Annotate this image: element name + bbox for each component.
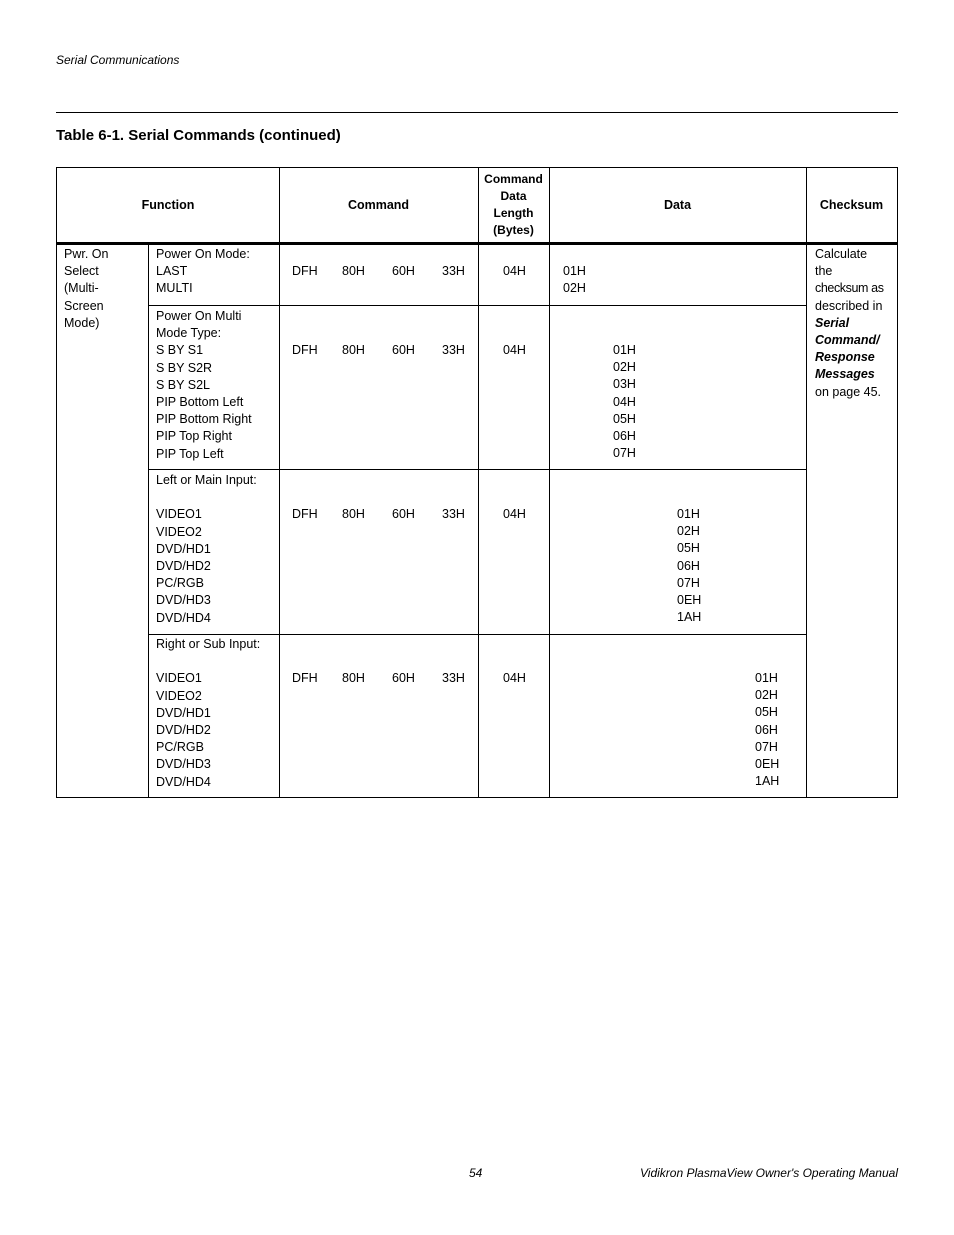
data-value: 02H — [563, 281, 586, 296]
command-byte: 80H — [342, 264, 365, 278]
subfunction-line: VIDEO1 — [156, 507, 202, 522]
data-values — [613, 342, 636, 462]
column-header-checksum: Checksum — [819, 197, 884, 212]
function-name-line: (Multi- — [64, 281, 99, 296]
data-value: 1AH — [755, 774, 780, 789]
row-divider — [148, 305, 807, 306]
command-byte: DFH — [292, 264, 318, 278]
subfunction-line: S BY S2R — [156, 360, 213, 375]
function-name-line: Screen — [64, 298, 104, 313]
data-value: 05H — [677, 541, 700, 556]
col-divider — [148, 244, 149, 797]
subfunction-line: DVD/HD4 — [156, 610, 211, 625]
data-value: 07H — [613, 446, 636, 461]
command-byte: 60H — [392, 264, 415, 278]
page-number: 54 — [469, 1166, 483, 1180]
data-value: 07H — [677, 575, 700, 590]
function-name-line: Pwr. On — [64, 247, 109, 261]
checksum-line: checksum as — [815, 281, 884, 296]
command-byte: 33H — [442, 264, 465, 278]
column-header-data: Data — [663, 197, 692, 212]
data-value: 01H — [755, 671, 778, 685]
subfunction-line: DVD/HD1 — [156, 541, 211, 556]
data-value: 06H — [755, 722, 778, 737]
column-header-function: Function — [141, 197, 195, 212]
subfunction-line: VIDEO1 — [156, 671, 202, 686]
subfunction-line: Power On Multi — [156, 309, 242, 323]
command-byte: 33H — [442, 671, 465, 685]
data-value: 01H — [563, 264, 586, 278]
table-caption: Table 6-1. Serial Commands (continued) — [56, 127, 341, 144]
data-length: 04H — [503, 343, 526, 357]
subfunction-power-on-mode — [156, 246, 250, 298]
subfunction-line: PIP Top Left — [156, 446, 224, 461]
data-value: 05H — [613, 411, 636, 426]
column-header-length-line: (Bytes) — [493, 223, 534, 237]
column-header-length-line: Command — [484, 172, 543, 186]
command-byte: 33H — [442, 507, 465, 521]
subfunction-line: LAST — [156, 264, 188, 279]
command-byte: 80H — [342, 507, 365, 521]
subfunction-line: PC/RGB — [156, 576, 204, 591]
data-values — [563, 263, 586, 297]
checksum-line: the — [815, 264, 833, 279]
col-divider — [806, 168, 807, 797]
subfunction-line: DVD/HD3 — [156, 757, 211, 772]
data-value: 07H — [755, 739, 778, 754]
subfunction-power-on-multi-mode-type — [156, 308, 252, 463]
command-byte: DFH — [292, 343, 318, 357]
function-name — [64, 246, 108, 332]
data-value: 03H — [613, 377, 636, 392]
column-header-length — [478, 168, 549, 242]
data-value: 02H — [755, 688, 778, 703]
function-name-line: Mode) — [64, 315, 100, 330]
subfunction-line: PC/RGB — [156, 740, 204, 755]
command-byte: 33H — [442, 343, 465, 357]
subfunction-line: Left or Main Input: — [156, 473, 257, 487]
serial-commands-table — [56, 167, 898, 798]
subfunction-line: VIDEO2 — [156, 688, 202, 703]
data-value: 01H — [613, 343, 636, 357]
column-header-command: Command — [347, 197, 410, 212]
subfunction-line: DVD/HD2 — [156, 722, 211, 737]
data-value: 02H — [613, 360, 636, 375]
checksum-line: on page 45. — [815, 384, 882, 399]
data-value: 0EH — [677, 592, 702, 607]
subfunction-line: MULTI — [156, 281, 193, 296]
subfunction-line: S BY S2L — [156, 377, 210, 392]
command-byte: 60H — [392, 343, 415, 357]
checksum-line: Calculate — [815, 247, 868, 261]
data-value: 02H — [677, 524, 700, 539]
row-divider — [148, 634, 807, 635]
subfunction-right-or-sub-input — [156, 636, 260, 791]
column-header-length-line: Length — [493, 206, 534, 220]
data-value: 06H — [677, 558, 700, 573]
command-byte: DFH — [292, 507, 318, 521]
data-value: 05H — [755, 705, 778, 720]
header-rule — [56, 112, 898, 113]
subfunction-line: DVD/HD2 — [156, 558, 211, 573]
col-divider — [279, 168, 280, 797]
subfunction-line: PIP Top Right — [156, 429, 232, 444]
data-length: 04H — [503, 264, 526, 278]
col-divider — [478, 168, 479, 797]
subfunction-left-or-main-input — [156, 472, 257, 627]
command-byte: 80H — [342, 671, 365, 685]
subfunction-line: VIDEO2 — [156, 524, 202, 539]
data-values — [755, 670, 779, 790]
data-length: 04H — [503, 671, 526, 685]
checksum-line: described in — [815, 298, 883, 313]
checksum-reference: Serial — [815, 315, 850, 330]
header-divider — [57, 242, 897, 245]
subfunction-line: Mode Type: — [156, 326, 222, 341]
subfunction-line: Right or Sub Input: — [156, 637, 261, 651]
data-length: 04H — [503, 507, 526, 521]
subfunction-line: DVD/HD4 — [156, 774, 211, 789]
data-value: 01H — [677, 507, 700, 521]
subfunction-line — [156, 489, 257, 506]
running-header: Serial Communications — [56, 53, 180, 67]
row-divider — [148, 469, 807, 470]
data-values — [677, 506, 701, 626]
command-byte: DFH — [292, 671, 318, 685]
subfunction-line: PIP Bottom Left — [156, 394, 244, 409]
checksum-reference: Messages — [815, 367, 875, 382]
subfunction-line — [156, 653, 260, 670]
command-byte: 60H — [392, 507, 415, 521]
subfunction-line: DVD/HD1 — [156, 705, 211, 720]
data-value: 06H — [613, 428, 636, 443]
checksum-reference: Command/ — [815, 333, 880, 348]
data-value: 0EH — [755, 756, 780, 771]
column-header-length-line: Data — [500, 189, 527, 203]
subfunction-line: S BY S1 — [156, 343, 204, 358]
subfunction-line: Power On Mode: — [156, 247, 250, 261]
command-byte: 60H — [392, 671, 415, 685]
function-name-line: Select — [64, 264, 99, 279]
data-value: 04H — [613, 394, 636, 409]
subfunction-line: DVD/HD3 — [156, 593, 211, 608]
col-divider — [549, 168, 550, 797]
subfunction-line: PIP Bottom Right — [156, 412, 252, 427]
command-byte: 80H — [342, 343, 365, 357]
checksum-note — [815, 246, 895, 401]
checksum-reference: Response — [815, 350, 875, 365]
manual-title: Vidikron PlasmaView Owner's Operating Manual — [640, 1166, 898, 1180]
data-value: 1AH — [677, 610, 702, 625]
